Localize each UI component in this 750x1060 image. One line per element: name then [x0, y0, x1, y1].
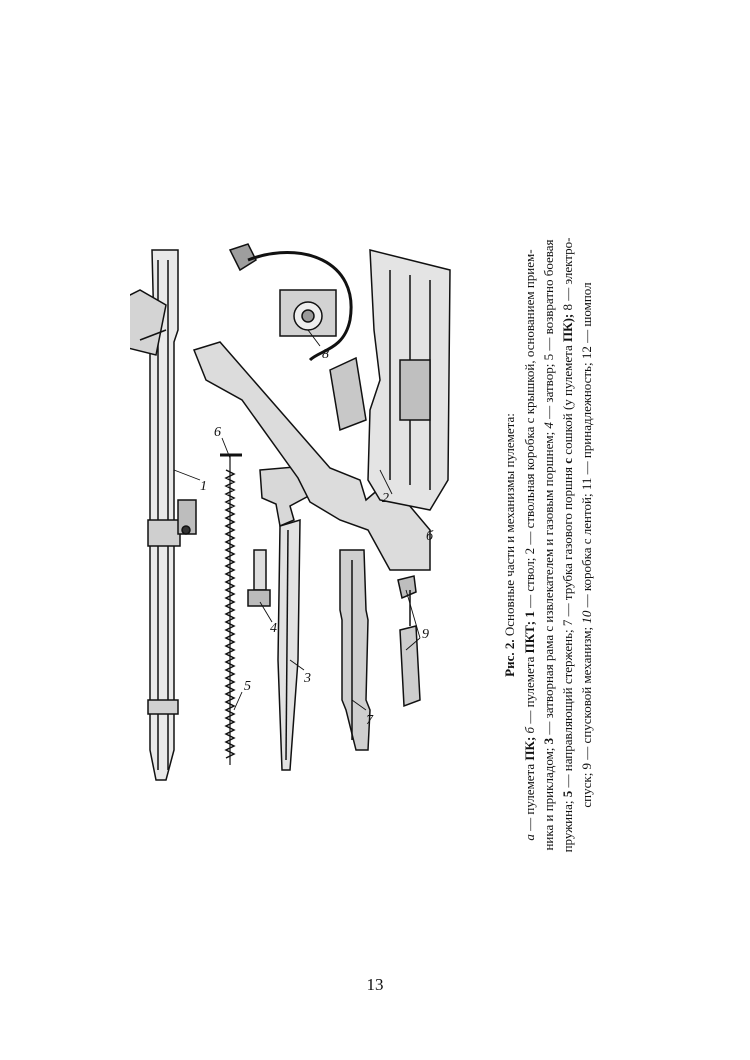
label-6: 6: [214, 425, 221, 440]
caption-line-1: а — пулемета ПК; б — пулемета ПКТ; 1 — ствол; 2 — ствольная коробка с крышкой, основанием прием-: [522, 249, 537, 841]
figure-caption: [500, 105, 620, 985]
caption-line-2: ника и прикладом; 3 — затворная рама с извлекателем и газовым поршнем; 4 — затвор; 5 — возвратно боевая: [541, 239, 556, 851]
caption-figure-number: Рис. 2.: [502, 639, 517, 677]
label-1: 1: [200, 479, 207, 494]
label-b: б: [426, 529, 434, 544]
page-number: 13: [366, 975, 384, 994]
caption-title: [500, 105, 519, 985]
parts-drawing: [130, 230, 460, 790]
label-9: 9: [422, 627, 429, 642]
guide-rod-part: [220, 455, 242, 765]
bolt-part: [248, 550, 270, 606]
caption-line-4: спуск; 9 — спусковой механизм; 10 — коробка с лентой; 11 — принадлежность; 12 — шомпол: [579, 282, 594, 808]
caption-line-3: пружина; 5 — направляющий стержень; 7 — трубка газового поршня с сошкой (у пулемета ПК); 8 — электро-: [560, 237, 575, 853]
label-5: 5: [244, 679, 251, 694]
bolt-carrier-part: [260, 466, 316, 770]
label-7: 7: [366, 713, 373, 728]
label-4: 4: [270, 621, 277, 636]
label-8: 8: [322, 347, 329, 362]
electric-trigger-part: [230, 244, 351, 360]
label-2: 2: [382, 491, 389, 506]
machine-gun-parts-illustration: [130, 230, 460, 790]
label-3: 3: [304, 671, 311, 686]
caption-figure-title: Основные части и механизмы пулемета:: [502, 413, 517, 640]
